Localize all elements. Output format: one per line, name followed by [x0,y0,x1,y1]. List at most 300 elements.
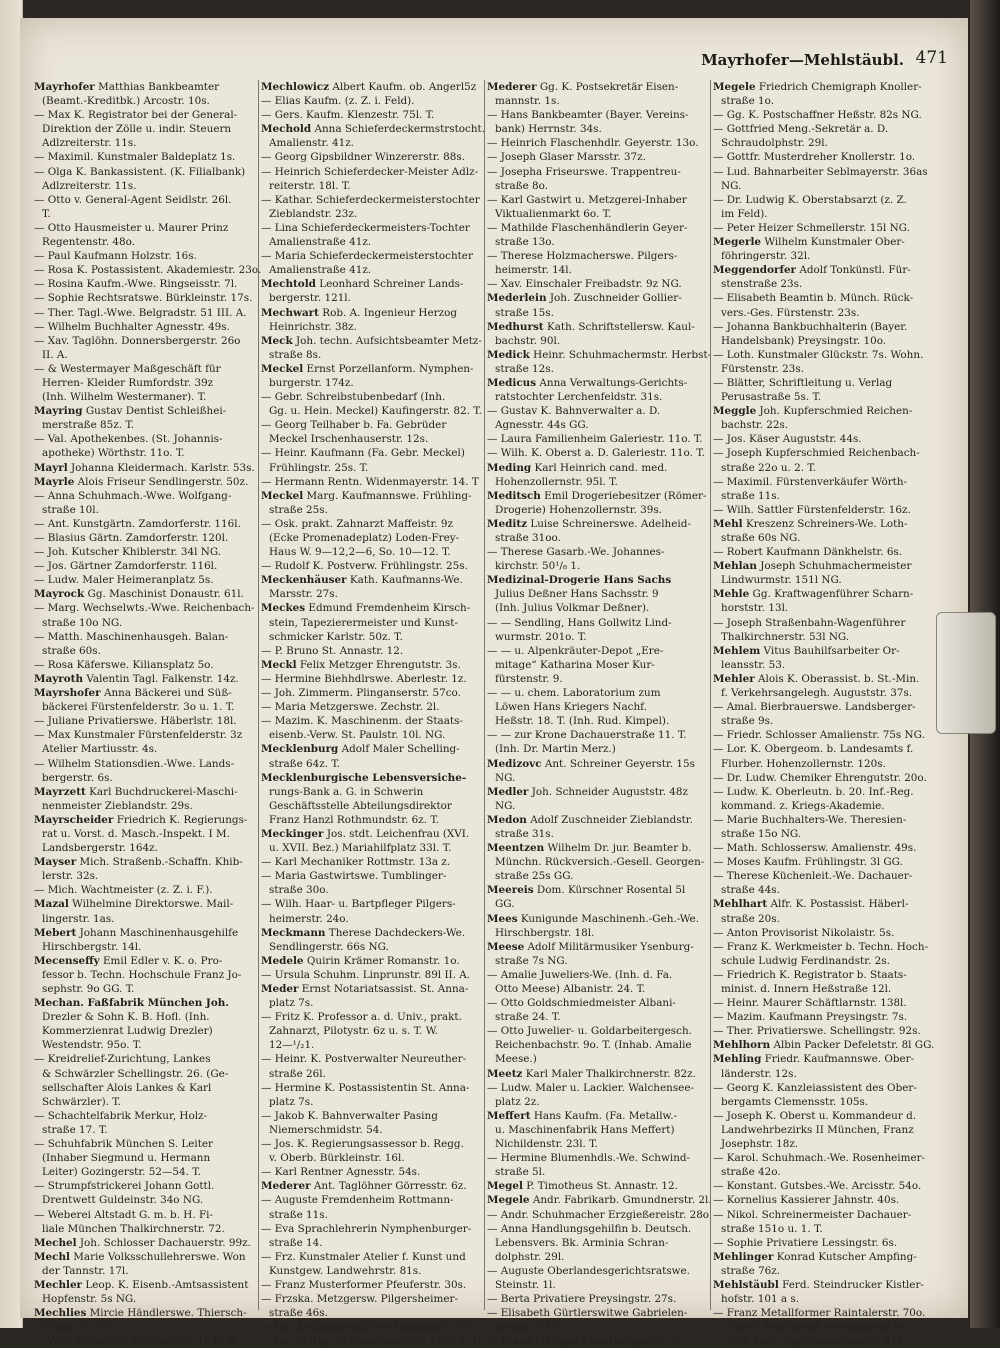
entry-text: — Rosa Käferswe. Kiliansplatz 5o. [34,658,214,671]
entry-text: — Ther. Privatierswe. Schellingstr. 92s. [713,1025,921,1038]
entry-text: Mich. Straßenb.-Schaffn. Khib- [79,856,243,869]
directory-entry-line [485,1292,708,1306]
entry-text: straße 15o NG. [721,827,802,840]
entry-text: Niemerschmidstr. 54. [269,1123,383,1136]
entry-text: Emil Edler v. K. o. Pro- [102,954,223,967]
directory-entry-line [711,1264,934,1278]
directory-entry-line [485,1208,713,1222]
entry-text: Otto Meese) Albanistr. 24. T. [495,983,646,995]
entry-text: Viktualienmarkt 6o. T. [495,207,612,220]
directory-entry-line [711,1151,934,1165]
entry-text: Landsbergerstr. 164z. [42,842,158,855]
directory-entry-line [711,432,934,446]
entry-text: Meckel Irschenhauserstr. 12s. [269,433,429,446]
directory-entry-line [32,714,255,728]
entry-text: — Ludw. K. Oberleutn. b. 20. Inf.-Reg. [713,785,914,798]
entry-text: lingerstr. 1as. [42,912,115,925]
entry-text: — Gottfried Meng.-Sekretär a. D. [713,123,889,136]
directory-entry-line [32,263,262,277]
directory-entry-line [259,446,482,460]
directory-entry-line [711,207,934,221]
directory-entry-line [485,616,708,630]
directory-entry-line [259,404,482,418]
directory-entry-line [711,897,934,911]
directory-entry-line [711,686,934,700]
directory-entry-line [32,517,255,531]
directory-entry-line [711,1236,934,1250]
entry-text: — Gers. Kaufm. Klenzestr. 75l. T. [261,109,435,122]
directory-entry-line [711,320,934,334]
directory-entry-line [711,1081,934,1095]
directory-entry-line [32,108,255,122]
directory-entry-line [485,320,708,334]
entry-text: — Gg. Kraftwagenführer Lessingstr. 11o. [261,1321,478,1334]
entry-headword: Mecklenburgische Lebensversiche- [261,771,467,784]
entry-text: — Val. Apothekenbes. (St. Johannis- [34,433,223,446]
directory-entry-line [711,1095,934,1109]
directory-entry-line [711,1024,934,1038]
entry-text: straße 31oo. [495,532,561,544]
entry-text: liale München Thalkirchnerstr. 72. [42,1222,225,1235]
entry-text: Adlzreiterstr. 11s. [42,137,137,150]
directory-entry-line [259,1292,482,1306]
directory-entry-line [259,728,482,742]
entry-text: stein, Tapezierermeister und Kunst- [269,616,458,629]
entry-text: wurmstr. 201o. T. [495,630,587,643]
entry-text: — Hermann Rentn. Widenmayerstr. 14. T [261,475,479,488]
entry-text: Joseph Schuhmachermeister [760,560,912,573]
directory-entry-line [485,136,708,150]
directory-entry-line [711,122,934,136]
entry-headword: Meckel [261,362,304,375]
directory-entry-line [711,1109,934,1123]
directory-entry-line [485,489,708,503]
directory-entry-line [711,1038,934,1052]
directory-entry-line [485,559,708,573]
entry-headword: Mayrhofer [34,81,95,93]
entry-text: föhringerstr. 32l. [721,250,811,263]
directory-entry-line [485,165,708,179]
entry-text: — Karl Gastwirt u. Metzgerei-Inhaber [487,193,687,206]
directory-entry-line [32,362,255,376]
entry-text: — Hermine Blumenhdls.-We. Schwind- [487,1152,691,1165]
directory-entry-line [32,418,255,432]
directory-entry-line [259,827,482,841]
entry-headword: Megele [487,1194,530,1207]
directory-entry-line [32,700,255,714]
directory-entry-line [259,1222,482,1236]
directory-entry-line [259,587,482,601]
directory-entry-line [32,207,255,221]
entry-headword: Mechlies [34,1307,87,1320]
directory-entry-line [32,150,255,164]
entry-text: fessor b. Techn. Hochschule Franz Jo- [42,968,242,981]
directory-entry-line [259,291,482,305]
directory-entry-line [485,1236,708,1250]
entry-text: Ernst Notariatsassist. St. Anna- [301,983,469,995]
entry-headword: Mehl [713,517,743,530]
entry-text: straße 17. T. [42,1123,108,1136]
entry-text: — Auguste Oberlandesgerichtsratswe. [487,1264,690,1277]
directory-entry-line [32,320,255,334]
directory-entry-line [259,207,482,221]
entry-text: v. Oberb. Bürkleinstr. 16l. [269,1152,405,1165]
directory-entry-line [711,1208,934,1222]
entry-text: straße 151o u. 1. T. [721,1222,823,1235]
entry-text: Friedr. Kaufmannswe. Ober- [764,1053,915,1066]
entry-text: Valentin Tagl. Falkenstr. 14z. [86,672,239,685]
entry-text: Landwehrbezirks II München, Franz [721,1123,914,1136]
entry-text: — Rudolf K. Postverw. Frühlingstr. 25s. [261,560,468,573]
entry-headword: Meckes [261,602,306,615]
directory-entry-line [485,179,708,193]
entry-text: Gg. Maschinist Donaustr. 61l. [87,588,244,601]
entry-text: straße 13o. [495,236,555,249]
directory-entry-line [259,1151,482,1165]
entry-headword: Mechwart [261,306,319,319]
directory-entry-line [485,883,708,897]
directory-entry-line [485,1052,708,1066]
entry-text: — Ther. Tagl.-Wwe. Belgradstr. 51 III. A. [34,306,247,319]
entry-text: — Paul Kaufmann Holzstr. 16s. [34,250,197,263]
directory-entry-line [32,785,255,799]
entry-headword: Mebert [34,926,77,939]
directory-entry-line [485,376,708,390]
entry-text: — Xav. Einschaler Freibadstr. 9z NG. [487,278,682,291]
directory-entry-line [711,291,934,305]
directory-entry-line [259,813,482,827]
entry-text: Zahnarzt, Pilotystr. 6z u. s. T. W. [269,1025,438,1038]
entry-text: nenmeister Zieblandstr. 29s. [42,799,193,812]
directory-entry-line [485,1109,708,1123]
directory-entry-line [259,630,482,644]
entry-text: sephstr. 9o GG. T. [42,983,135,995]
entry-text: — Sophie Privatiere Lessingstr. 6s. [713,1236,898,1249]
entry-text: Ant. Schreiner Geyerstr. 15s [544,757,695,770]
entry-text: Joh. techn. Aufsichtsbeamter Metz- [295,334,482,347]
entry-headword: Mecenseffy [34,954,100,967]
entry-text: bachstr. 90l. [495,334,561,347]
entry-headword: Meffert [487,1109,531,1122]
directory-entry-line [259,940,482,954]
directory-entry-line [259,1250,482,1264]
entry-headword: Medizinal-Drogerie Hans Sachs [487,574,672,587]
entry-text: (Inh. Julius Volkmar Deßner). [495,602,650,615]
entry-text: — Rosa K. Postassistent. Akademiestr. 23o. [34,264,262,277]
entry-headword: Mechan. Faßfabrik München Joh. [34,997,229,1010]
entry-text: — Otto Hausmeister u. Maurer Prinz [34,221,229,234]
directory-entry-line [32,897,255,911]
entry-text: — Auguste Fremdenheim Rottmann- [261,1194,454,1207]
entry-headword: Megerle [713,236,762,249]
directory-entry-line [711,94,934,108]
entry-text: Nichildenstr. 23l. T. [495,1138,598,1151]
directory-entry-line [259,122,486,136]
entry-text: Josephstr. 18z. [721,1138,799,1151]
entry-text: straße 11s. [721,489,780,502]
directory-entry-line [32,996,255,1010]
directory-entry-line [259,376,482,390]
entry-text: bank) Herrnstr. 34s. [495,123,602,136]
directory-entry-line [711,80,934,94]
entry-text: Friedrich K. Regierungs- [116,813,248,826]
entry-text: Amalienstraße 41z. [269,236,372,249]
entry-text: Franz Hanzl Rothmundstr. 6z. T. [269,813,440,826]
entry-text: Anna Schieferdeckermstrstocht. [314,123,486,136]
directory-entry-line [711,348,934,362]
entry-headword: Megel [487,1180,523,1193]
entry-text: — Elias Kaufm. (z. Z. i. Feld). [261,95,415,108]
entry-text: straße 8o. [495,179,549,192]
entry-text: straße 11s. [269,1208,328,1221]
entry-text: Thalkirchnerstr. 53l NG. [721,630,850,643]
entry-text: — Matth. Maschinenhausgeh. Balan- [34,630,229,643]
directory-entry-line [32,630,255,644]
directory-entry-line [711,1222,934,1236]
entry-text: straße 26l. [269,1067,326,1080]
entry-text: — Ludw. Maler Heimeranplatz 5s. [34,574,214,587]
entry-text: — — u. chem. Laboratorium zum [487,687,661,700]
entry-text: T. [42,207,51,220]
directory-entry-line [259,658,482,672]
directory-entry-line [485,587,708,601]
directory-entry-line [485,573,708,587]
directory-entry-line [485,461,708,475]
directory-entry-line [259,954,482,968]
directory-entry-line [259,418,482,432]
directory-entry-line [259,897,482,911]
directory-entry-line [711,404,934,418]
entry-headword: Medler [487,785,529,798]
entry-headword: Mehlan [713,560,757,573]
entry-text: — Georg Gipsbildner Winzererstr. 88s. [261,151,466,164]
directory-entry-line [711,601,934,615]
entry-text: — Karl Mechaniker Rottmstr. 13a z. [261,856,451,869]
entry-text: straße 42o. [721,1166,781,1179]
entry-text: Frühlingstr. 25s. T. [269,461,369,474]
entry-text: Gg. K. Postsekretär Eisen- [539,81,679,93]
directory-entry-line [485,80,708,94]
directory-entry-line [711,517,934,531]
directory-entry-line [711,1334,934,1348]
directory-entry-line [259,1236,482,1250]
directory-entry-line [259,362,482,376]
directory-entry-line [259,193,482,207]
running-head: Mayrhofer—Mehlstäubl. [701,51,904,69]
directory-entry-line [711,573,934,587]
entry-text: Rob. A. Ingenieur Herzog [322,306,457,319]
entry-text: Anna Bäckerei und Süß- [103,687,232,700]
entry-text: — Joseph K. Oberst u. Kommandeur d. [713,1109,917,1122]
entry-headword: Mechlowicz [261,81,329,93]
directory-entry-line [259,714,482,728]
entry-headword: Mechler [34,1278,83,1291]
entry-text: — Hans Bankbeamter (Bayer. Vereins- [487,109,689,122]
directory-entry-line [485,601,708,615]
entry-text: Adlzreiterstr. 11s. [42,179,137,192]
directory-entry-line [711,855,934,869]
directory-entry-line [711,644,934,658]
entry-text: straße 8s. [269,348,322,361]
directory-entry-line [32,771,255,785]
entry-headword: Mayring [34,405,83,418]
directory-entry-line [32,1334,255,1348]
entry-text: rungs-Bank a. G. in Schwerin [269,785,424,798]
directory-entry-line [259,1010,482,1024]
directory-entry-line [485,728,708,742]
entry-text: Julius Deßner Hans Sachsstr. 9 [495,588,659,601]
entry-text: — Andr. Schuhmacher Erzgießereistr. 28o. [487,1208,713,1221]
entry-text: Zieblandstr. 23z. [269,207,358,220]
entry-text: — Georg K. Kanzleiassistent des Ober- [713,1081,917,1094]
entry-text: — Dr. Ludwig K. Oberstabsarzt (z. Z. [713,193,907,206]
directory-entry-line [711,446,934,460]
directory-entry-line [259,249,482,263]
directory-entry-line [32,1165,255,1179]
entry-text: Johanna Kleidermach. Karlstr. 53s. [71,461,255,474]
directory-entry-line [485,348,712,362]
entry-text: Alois K. Oberassist. b. St.-Min. [758,672,920,685]
entry-text: Agnesstr. 44s GG. [495,419,589,432]
directory-entry-line [711,559,934,573]
entry-text: — Ursula Schuhm. Linprunstr. 89l II. A. [261,968,471,981]
directory-entry-line [485,686,708,700]
entry-text: — Gottfr. Musterdreher Knollerstr. 1o. [713,151,916,164]
directory-entry-line [32,193,255,207]
directory-entry-line [485,757,708,771]
directory-entry-line [485,432,708,446]
entry-text: — Elisabeth Beamtin b. Münch. Rück- [713,292,914,305]
entry-text: ratstochter Lerchenfeldstr. 31s. [495,391,663,404]
entry-text: — Marg. Wechselwts.-Wwe. Reichenbach- [34,602,255,615]
directory-entry-line [32,489,255,503]
directory-entry-line [259,221,482,235]
entry-text: — Jos. K. Regierungsassessor b. Regg. [261,1138,464,1151]
directory-entry-line [485,475,708,489]
entry-text: straße 25s. [269,503,328,516]
entry-text: — Moses Kaufm. Frühlingstr. 3l GG. [713,856,903,869]
entry-text: — Therese Gasarb.-We. Johannes- [487,546,665,559]
entry-text: straße 25s GG. [495,870,574,883]
directory-entry-line [32,348,255,362]
directory-entry-line [259,672,482,686]
directory-entry-line [711,418,934,432]
directory-entry-line [711,334,934,348]
directory-entry-line [485,362,708,376]
directory-entry-line [259,1038,482,1052]
entry-text: — — u. Alpenkräuter-Depot „Ere- [487,644,664,657]
directory-entry-line [259,165,482,179]
directory-entry-line [259,1109,482,1123]
entry-text: leansstr. 53. [721,658,786,671]
entry-text: — Heinrich Flaschenhdlr. Geyerstr. 13o. [487,137,699,150]
entry-text: — Hermine K. Postassistentin St. Anna- [261,1081,470,1094]
directory-entry-line [711,108,934,122]
entry-text: — Joseph Kupferschmied Reichenbach- [713,447,920,460]
directory-entry-line [259,179,482,193]
directory-entry-line [711,883,934,897]
entry-text: Regentenstr. 48o. [42,236,136,249]
entry-text: — — zur Krone Dachauerstraße 11. T. [487,729,687,742]
directory-entry-line [711,827,934,841]
entry-text: Schraudolphstr. 29l. [721,137,828,150]
directory-entry-line [32,531,255,545]
directory-entry-line [32,728,255,742]
entry-text: Emil Drogeriebesitzer (Römer- [544,489,707,502]
entry-headword: Mechold [261,123,312,136]
entry-text: Lindwurmstr. 151l NG. [721,574,842,587]
entry-columns [32,80,935,1348]
entry-text: Edmund Fremdenheim Kirsch- [308,602,471,615]
directory-entry-line [32,446,255,460]
directory-entry-line [32,883,255,897]
directory-entry-line [711,165,934,179]
directory-entry-line [711,912,934,926]
entry-text: GG. [495,898,515,911]
entry-text: Gg. Kraftwagenführer Scharn- [752,588,914,601]
directory-entry-line [259,277,482,291]
entry-headword: Mehle [713,588,750,601]
directory-entry-line [485,658,708,672]
entry-text: (Inh. Wilhelm Westermaner). T. [42,391,207,404]
directory-entry-line [485,249,708,263]
entry-headword: Mees [487,912,518,925]
entry-text: Meese.) [495,1053,537,1066]
directory-entry-line [711,1010,934,1024]
entry-text: Direktion der Zölle u. indir. Steuern [42,123,232,136]
entry-headword: Mecklenburg [261,743,339,756]
entry-text: — Kornelius Kassierer Jahnstr. 40s. [713,1194,900,1207]
directory-entry-line [259,1264,482,1278]
directory-entry-line [32,1236,255,1250]
entry-text: — Mathilde Flaschenhändlerin Geyer- [487,221,688,234]
directory-entry-line [485,968,708,982]
directory-entry-line [32,1193,255,1207]
entry-headword: Medizovc [487,757,542,770]
entry-text: Herren- Kleider Rumfordstr. 39z [42,376,214,389]
directory-entry-line [32,1306,255,1320]
directory-entry-line [485,827,708,841]
directory-entry-line [711,757,934,771]
entry-text: — Marie Buchhalters-We. Theresien- [713,813,907,826]
directory-entry-line [711,193,934,207]
entry-text: bergerstr. 121l. [269,292,351,305]
directory-entry-line [259,686,482,700]
entry-text: straße 64z. T. [269,757,341,770]
entry-text: — Elisabeth Gürtlerswitwe Gabrielen- [487,1307,688,1320]
directory-entry-line [259,912,482,926]
directory-entry-line [32,1010,255,1024]
entry-text: — Osk. prakt. Zahnarzt Maffeistr. 9z [261,517,453,530]
directory-entry-line [485,1250,708,1264]
entry-text: — Mazim. K. Maschinenm. der Staats- [261,715,463,728]
directory-entry-line [32,404,255,418]
entry-text: (Ecke Promenadeplatz) Loden-Frey- [269,532,460,544]
entry-text: Albert Kaufm. ob. Angerl5z [332,81,477,93]
directory-entry-line [259,644,482,658]
directory-entry-line [485,221,708,235]
entry-headword: Mehlhorn [713,1039,771,1052]
directory-entry-line [485,1306,708,1320]
entry-text: Löwen Hans Kriegers Nachf. [495,701,647,714]
entry-text: (Inh. Dr. Martin Merz.) [495,743,616,756]
entry-text: Hopfenstr. 5s NG. [42,1293,137,1306]
entry-text: Lebensvers. Bk. Arminia Schran- [495,1236,669,1249]
entry-text: — Math. Schlossersw. Amalienstr. 49s. [713,842,917,855]
directory-entry-line [711,672,934,686]
entry-text: fürstenstr. 9. [495,672,563,685]
entry-text: Quirin Krämer Romanstr. 1o. [306,954,460,967]
